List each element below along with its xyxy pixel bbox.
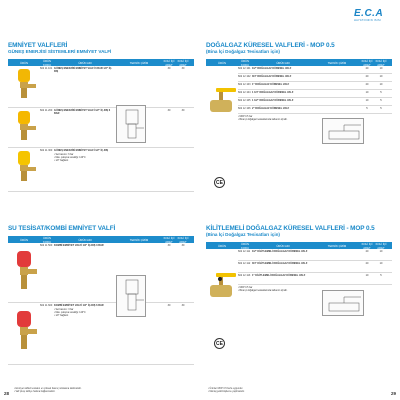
feature-list: • Set basıncı: 6 bar • Max. çalışma sıcaklığı: 120°C • 1/2" bağlantı — [54, 154, 86, 163]
lockable-gas-valve-image — [206, 249, 238, 329]
technical-drawing — [322, 290, 364, 316]
table-row: 602 12 113 1" KİLİTLEMELİ DOĞALGAZ KÜRESEL VALF 10 5 — [238, 273, 392, 285]
section-title: EMNİYET VALFLERİ — [8, 42, 68, 49]
boiler-safety-valve-image — [8, 303, 40, 363]
section-safety-valves — [8, 42, 194, 192]
table-row: 602 11 300 GÜNEŞ ENERJİSİ EMNİYET VALFİ 1/2" İÇ-DIŞ • Set basıncı: 6 bar • Max. çalışma sıcaklığı: 120°C • 1/2" bağlantı — [8, 148, 194, 192]
brand-name: E.C.A — [354, 8, 384, 19]
table-row: 602 11 600 KOMBİ EMNİYET VALFİ 1/2" İÇ-DIŞ 6 BAR • Set basıncı: 3 bar • Max. çalışma sıcaklığı: 120°C • 1/2" bağlantı 30 30 — [8, 303, 194, 365]
table-header: ÜRÜN ÜRÜN KODU ÜRÜN ADI TEKNİK ÇİZİM KOLİ İÇİ ADET KOLİ İÇİ ADET — [8, 236, 194, 243]
ball-valve-drawing-icon — [323, 291, 365, 317]
table-row: 602 11 500 KOMBİ EMNİYET VALFİ 1/2" İÇ-DIŞ 3 BAR 30 30 — [8, 243, 194, 303]
section-boiler-safety-valve — [8, 225, 194, 365]
section-title: SU TESİSAT/KOMBİ EMNİYET VALFİ — [8, 225, 116, 232]
feature-list: • Set basıncı: 3 bar • Max. çalışma sıcaklığı: 120°C • 1/2" bağlantı — [54, 309, 86, 318]
feature-list: • MOP 0.5 bar • Bina içi doğalgaz tesisatlarında kullanım içindir. — [238, 287, 288, 293]
boiler-safety-valve-image — [8, 243, 40, 301]
feature-list: • MOP 0.5 bar • Bina içi doğalgaz tesisatlarında kullanım içindir. — [238, 116, 288, 122]
section-subtitle: (Bina İçi Doğalgaz Tesisatları için) — [206, 49, 280, 54]
table-row: 602 12 104 1 1/4" DOĞALGAZ KÜRESEL VALF 10 5 — [238, 90, 392, 98]
table-row: 602 11 101 GÜNEŞ ENERJİSİ EMNİYET VALFİ 6 BAR 1/2" İÇ-DIŞ 30 30 — [8, 66, 194, 108]
gas-ball-valve-image — [206, 66, 238, 156]
table-row: 602 12 111 1/2" KİLİTLEMELİ DOĞALGAZ KÜRESEL VALF 20 10 — [238, 249, 392, 261]
table-row: 602 12 103 1" DOĞALGAZ KÜRESEL VALF 20 10 — [238, 82, 392, 90]
table-row: 602 12 102 3/4" DOĞALGAZ KÜRESEL VALF 20 10 — [238, 74, 392, 82]
valve-drawing-icon — [117, 276, 147, 318]
table-row: 602 12 101 1/2" DOĞALGAZ KÜRESEL VALF 20 10 — [238, 66, 392, 74]
brand-tagline: HAYATINIZIN ISISI — [354, 19, 382, 22]
table-row: 602 11 200 GÜNEŞ ENERJİSİ EMNİYET VALFİ 1/2" İÇ-DIŞ 6 BAR 30 30 — [8, 108, 194, 148]
table-header: ÜRÜN ÜRÜN KODU ÜRÜN ADI TEKNİK ÇİZİM KOLİ İÇİ ADET KOLİ İÇİ ADET — [206, 242, 392, 249]
table-row: 602 12 106 2" DOĞALGAZ KÜRESEL VALF 5 5 — [238, 106, 392, 114]
solar-safety-valve-image — [8, 108, 40, 146]
footer-notes-right: • Ürünler MOP 0.5 bar'a uygundur. • Montaj yetkili kişilerce yapılmalıdır. — [208, 387, 245, 393]
table-row: 602 12 105 1 1/2" DOĞALGAZ KÜRESEL VALF 10 5 — [238, 98, 392, 106]
solar-safety-valve-image — [8, 148, 40, 190]
page-number-right: 29 — [390, 391, 396, 396]
section-title: DOĞALGAZ KÜRESEL VALFLERİ - MOP 0.5 — [206, 42, 335, 49]
brand-logo — [354, 8, 388, 26]
table-row: 602 12 112 3/4" KİLİTLEMELİ DOĞALGAZ KÜRESEL VALF 20 10 — [238, 261, 392, 273]
footer-notes-left: • Emniyet valfleri tesisatın en yüksek basınç noktasına takılmalıdır. • Valf çıkışı tahliye hattına bağlanmalıdır. — [14, 387, 82, 393]
section-subtitle: (Bina İçi Doğalgaz Tesisatları için) — [206, 232, 280, 237]
section-title: KİLİTLEMELİ DOĞALGAZ KÜRESEL VALFLERİ - MOP 0.5 — [206, 225, 375, 232]
technical-drawing — [116, 275, 146, 317]
table-header: ÜRÜN ÜRÜN KODU ÜRÜN ADI TEKNİK ÇİZİM KOLİ İÇİ ADET KOLİ İÇİ ADET — [206, 59, 392, 66]
technical-drawing — [322, 118, 364, 144]
page-number-left: 28 — [4, 391, 10, 396]
valve-drawing-icon — [117, 106, 147, 144]
section-subtitle: GÜNEŞ ENERJİSİ SİSTEMLERİ EMNİYET VALFİ — [8, 49, 112, 54]
technical-drawing — [116, 105, 146, 143]
table-header: ÜRÜN ÜRÜN KODU ÜRÜN ADI TEKNİK ÇİZİM KOLİ İÇİ ADET KOLİ İÇİ ADET — [8, 59, 194, 66]
solar-safety-valve-image — [8, 66, 40, 106]
ball-valve-drawing-icon — [323, 119, 365, 145]
ce-mark-icon: CE — [214, 177, 225, 188]
ce-mark-icon: CE — [214, 338, 225, 349]
